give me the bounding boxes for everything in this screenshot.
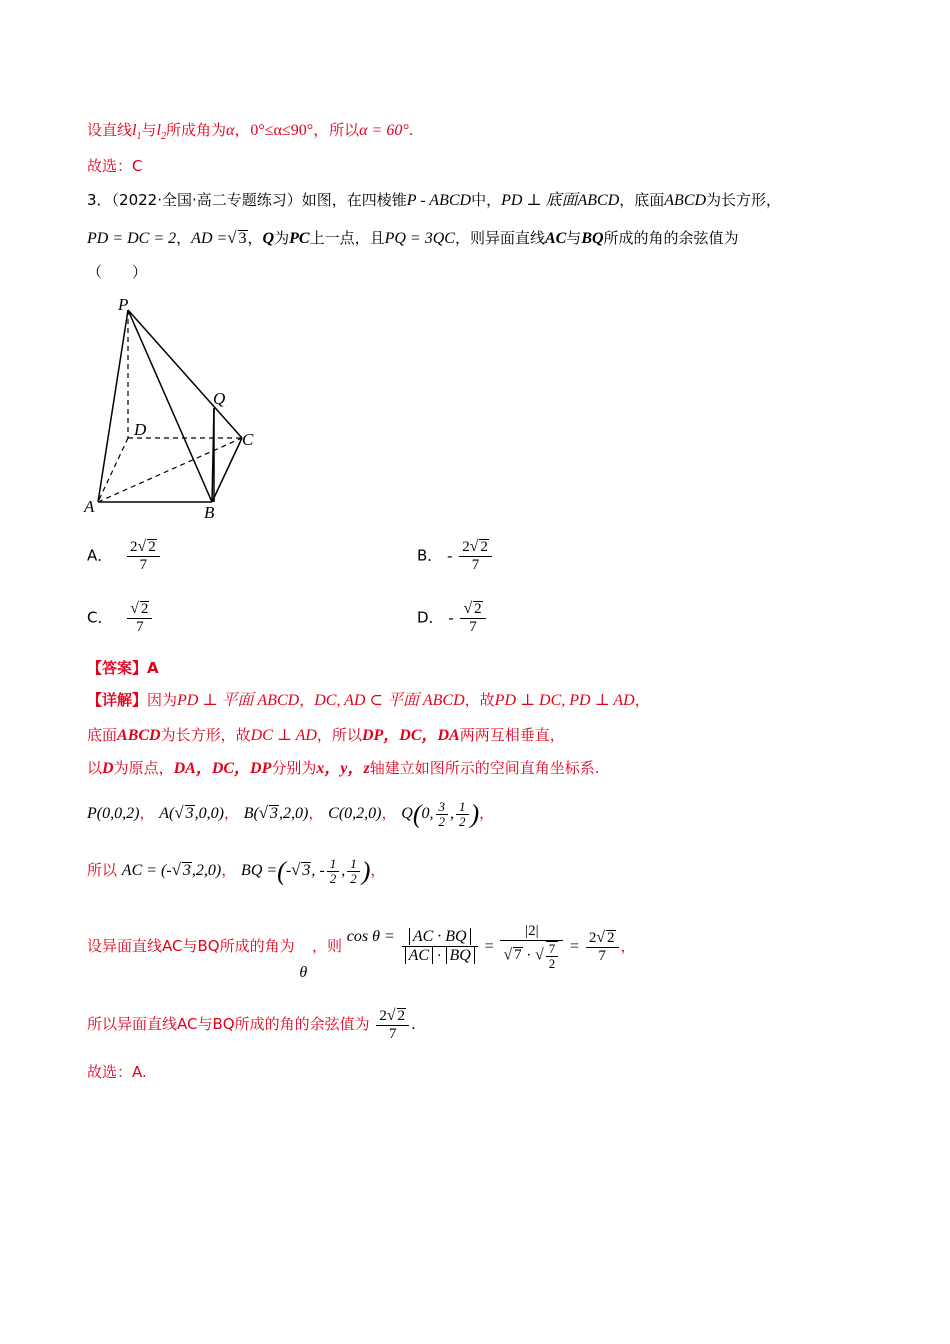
coord-a: A(√ 3,0,0): [159, 803, 224, 822]
intro-answer: 故选：C: [87, 157, 143, 175]
option-d[interactable]: D． - $\frac{√ 2}{7}$: [417, 600, 488, 636]
condition-ratio: PQ = 3QC: [384, 230, 455, 247]
diagonal-ac: [98, 438, 242, 502]
vectors-line: 所以 AC = (-√ 3,2,0)， BQ =(-√ 3, - $\frac{1}{2}$ , $\frac{1}{2}$ )，: [87, 855, 386, 886]
edge-bc: [212, 438, 242, 502]
ad-lhs: AD =: [191, 230, 228, 247]
detail-line-3: 以D为原点，DA，DC，DP分别为x，y，z轴建立如图所示的空间直角坐标系.: [87, 759, 600, 777]
question-text-e: ，: [247, 229, 263, 247]
coord-b: B(√ 3,2,0): [243, 803, 309, 822]
ad-sqrt: √ 3: [227, 228, 247, 247]
alpha-result: α = 60°: [359, 122, 409, 139]
condition-lengths: PD = DC = 2: [87, 230, 177, 247]
base-name: ABCD: [664, 192, 707, 209]
detail-label: 【详解】: [87, 691, 148, 709]
coordinates-line: P(0,0,2)， A(√ 3,0,0)， B(√ 3,2,0)， C(0,2,0)， Q(0, $\frac{3}{2}$ , $\frac{1}{2}$ )，: [87, 798, 495, 829]
edge-pa: [98, 310, 128, 502]
vector-ac: AC = (-√ 3,2,0): [121, 860, 222, 879]
question-line-1: [87, 190, 781, 211]
l2-symbol: $l_2$: [156, 122, 166, 143]
point-q: Q: [262, 230, 275, 247]
question-text-a: 如图，在四棱锥: [301, 191, 407, 209]
l1-symbol: $l_1$: [132, 122, 142, 143]
edge-pc: [128, 310, 242, 438]
intro-yu: 与: [141, 121, 157, 139]
coord-c: C(0,2,0): [328, 805, 382, 822]
detail-line-1: 【详解】因为PD ⊥ 平面 ABCD，DC, AD ⊂ 平面 ABCD，故PD ⊥ DC, PD ⊥ AD，: [87, 691, 650, 709]
label-b: B: [204, 503, 215, 522]
detail-line-2: 底面ABCD为长方形，故DC ⊥ AD，所以DP，DC，DA两两互相垂直，: [87, 726, 565, 744]
option-b[interactable]: B． - $\frac{2√ 2}{7}$: [417, 538, 494, 574]
label-d: D: [134, 420, 147, 439]
question-text-g: 上一点，且: [309, 229, 385, 247]
answer-label: 【答案】A: [87, 659, 159, 677]
intro-mid: 所成角为: [165, 121, 226, 139]
final-answer: 故选：A.: [87, 1063, 147, 1081]
theta-symbol: θ: [299, 964, 308, 981]
pyramid-figure: [80, 290, 280, 530]
coord-p: P(0,0,2): [87, 805, 140, 822]
question-line-2: [87, 228, 739, 249]
question-text-c: ，底面: [619, 191, 665, 209]
vector-bq: BQ =(-√ 3, - $\frac{1}{2}$ , $\frac{1}{2}$ ): [241, 855, 371, 886]
intro-prefix: 设直线: [87, 121, 133, 139]
pyramid-name: P - ABCD: [406, 192, 472, 209]
cos-fraction-2: |2| √ 7 · √ $\frac{7}{2}$: [500, 923, 563, 971]
option-c[interactable]: C． $\frac{√ 2}{7}$: [87, 600, 154, 636]
sep: ，: [176, 229, 192, 247]
cosine-line: 设异面直线AC与BQ所成的角为 θ ，则 cos θ = $\frac{AC \cdot BQ}{AC \cdot BQ}$ = |2| √ 7 · √ $\frac{7}{2}$ = $\frac{2√ 2}{7}$ ，: [87, 922, 636, 981]
edge-pb: [128, 310, 212, 502]
line-ac: AC: [544, 230, 567, 247]
question-text-d: 为长方形，: [706, 191, 782, 209]
cos-result: $\frac{2√ 2}{7}$: [586, 929, 619, 965]
question-text-f: 为: [274, 229, 290, 247]
coord-q: Q(0, $\frac{3}{2}$ , $\frac{1}{2}$ ): [401, 798, 480, 829]
label-p: P: [118, 295, 129, 314]
cos-fraction-1: $\frac{AC \cdot BQ}{AC \cdot BQ}$: [402, 928, 478, 965]
segment-pc: PC: [289, 230, 310, 247]
label-q: Q: [213, 389, 226, 408]
cos-lhs: cos θ =: [346, 928, 395, 945]
question-text-h: ，则异面直线: [454, 229, 545, 247]
intro-suffix: 所以: [329, 121, 360, 139]
question-text-b: 中，: [471, 191, 502, 209]
option-a[interactable]: A． $\frac{2√ 2}{7}$: [87, 538, 162, 574]
condition-perp: PD ⊥ 底面ABCD: [501, 192, 620, 209]
conclusion-fraction: $\frac{2√ 2}{7}$: [376, 1007, 409, 1043]
alpha-symbol: α: [225, 122, 235, 139]
intro-period: .: [408, 121, 414, 139]
label-c: C: [242, 430, 254, 449]
question-blank: （ ）: [87, 263, 148, 281]
intro-line-1: [87, 120, 414, 147]
conclusion-line: 所以异面直线AC与BQ所成的角的余弦值为 $\frac{2√ 2}{7}$ .: [87, 1006, 416, 1042]
line-bq: BQ: [581, 230, 604, 247]
question-number: 3．: [87, 191, 112, 209]
alpha-range: ，0°≤α≤90°，: [234, 122, 330, 139]
question-text-j: 所成的角的余弦值为: [603, 229, 739, 247]
question-source: （2022·全国·高二专题练习）: [111, 191, 302, 209]
question-text-i: 与: [566, 229, 582, 247]
label-a: A: [84, 497, 95, 516]
